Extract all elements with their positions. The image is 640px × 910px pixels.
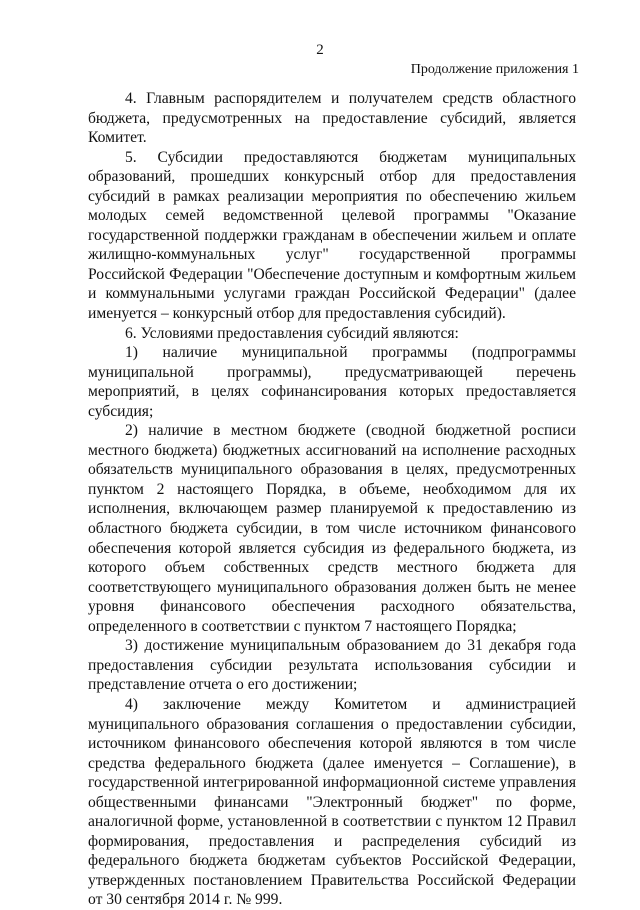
condition-1: 1) наличие муниципальной программы (подпрограммы муниципальной программы), предусматривающей перечень мероприятий, в целях софинансирования которых предоставляется субсидия; <box>88 344 576 420</box>
document-body <box>88 89 576 910</box>
paragraph-6: 6. Условиями предоставления субсидий являются: <box>125 324 459 342</box>
condition-3: 3) достижение муниципальным образованием до 31 декабря года предоставления субсидии результата использования субсидии и представление отчета о его достижении; <box>88 637 576 694</box>
paragraph-4: 4. Главным распорядителем и получателем средств областного бюджета, предусмотренных на предоставление субсидий, является Комитет. <box>88 90 576 147</box>
condition-4: 4) заключение между Комитетом и администрацией муниципального образования соглашения о предоставлении субсидии, источником финансового обеспечения которой являются в том числе средства федерального бюджета (далее именуется – Соглашение), в государственной интегрированной информационной системе управления общественными финансами "Электронный бюджет" по форме, аналогичной форме, установленной в соответствии с пунктом 12 Правил формирования, предоставления и распределения субсидий из федерального бюджета бюджетам субъектов Российской Федерации, утвержденных постановлением Правительства Российской Федерации от 30 сентября 2014 г. № 999. <box>88 695 576 909</box>
paragraph-5: 5. Субсидии предоставляются бюджетам муниципальных образований, прошедших конкурсный отбор для предоставления субсидий в рамках реализации мероприятия по обеспечению жильем молодых семей ведомственной целевой программы "Оказание государственной поддержки гражданам в обеспечении жильем и оплате жилищно-коммунальных услуг" государственной программы Российской Федерации "Обеспечение доступным и комфортным жильем и коммунальными услугами граждан Российской Федерации" (далее именуется – конкурсный отбор для предоставления субсидий). <box>88 148 576 323</box>
page-number: 2 <box>316 42 324 58</box>
condition-2: 2) наличие в местном бюджете (сводной бюджетной росписи местного бюджета) бюджетных ассигнований на исполнение расходных обязательств муниципального образования в целях, предусмотренных пунктом 2 настоящего Порядка, в объеме, необходимом для их исполнения, включающем размер планируемой к предоставлению из областного бюджета субсидии, в том числе источником финансового обеспечения которой является субсидия из федерального бюджета, из которого объем собственных средств местного бюджета для соответствующего муниципального образования должен быть не менее уровня финансового обеспечения расходного обязательства, определенного в соответствии с пунктом 7 настоящего Порядка; <box>88 422 576 635</box>
appendix-continuation-label: Продолжение приложения 1 <box>410 62 579 77</box>
